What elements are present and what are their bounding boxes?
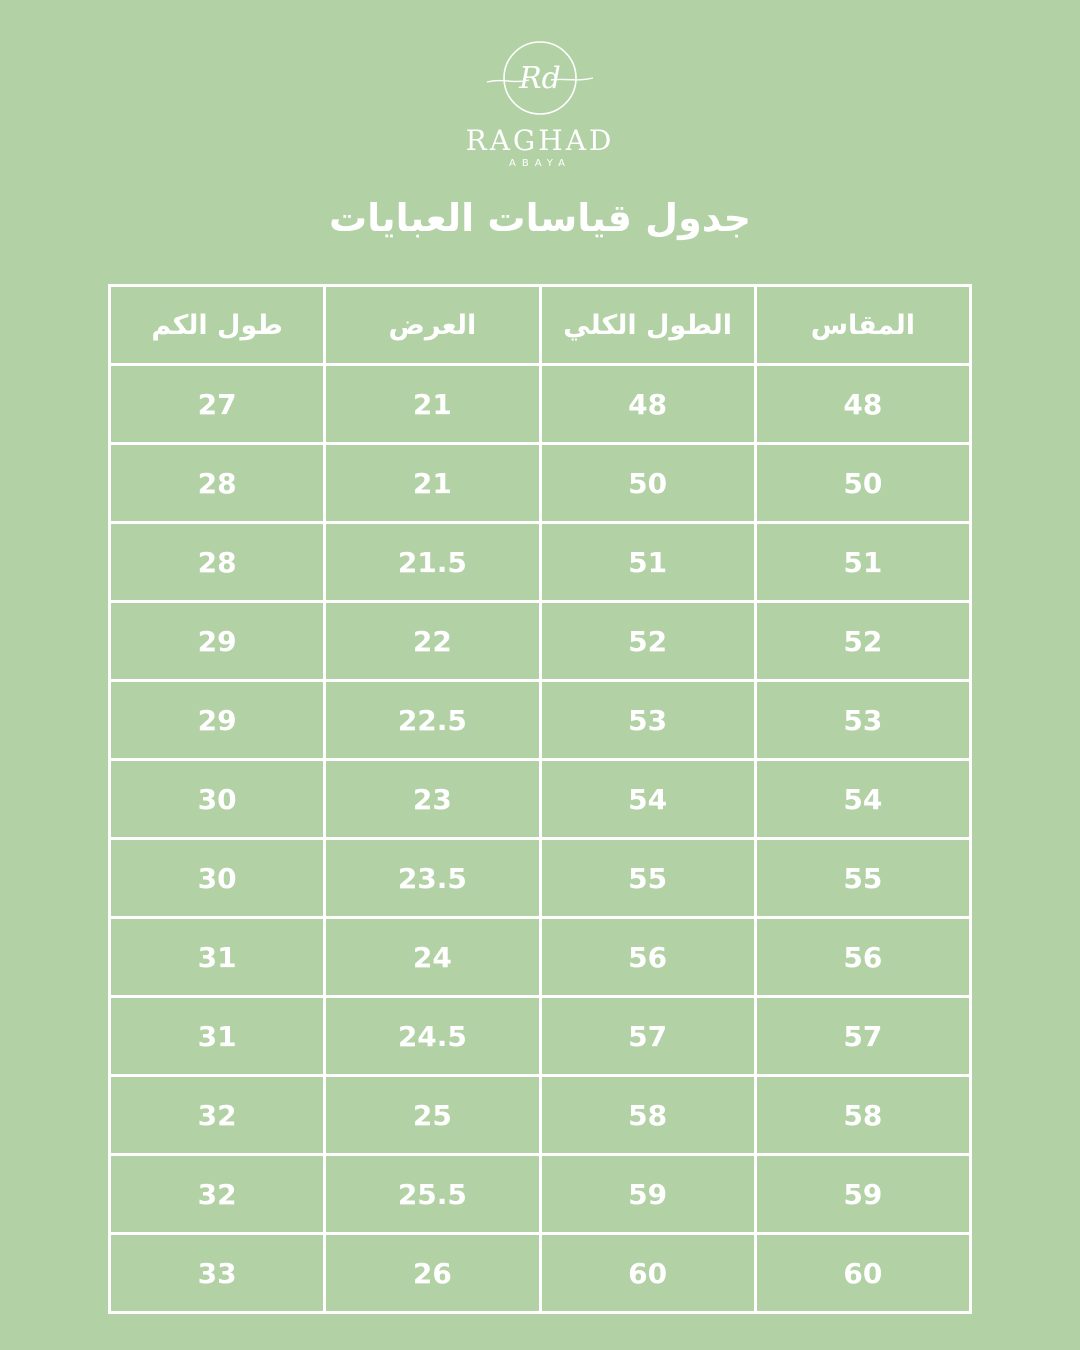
width-cell: 26 bbox=[325, 1234, 540, 1313]
total-length-cell: 57 bbox=[540, 997, 755, 1076]
width-cell: 25 bbox=[325, 1076, 540, 1155]
sleeve-length-cell: 28 bbox=[110, 444, 325, 523]
brand-logo bbox=[0, 38, 1080, 170]
size-cell: 51 bbox=[755, 523, 970, 602]
width-cell: 22.5 bbox=[325, 681, 540, 760]
size-chart-table bbox=[108, 284, 972, 1314]
table-row bbox=[110, 365, 971, 444]
width-cell: 21 bbox=[325, 365, 540, 444]
size-cell: 57 bbox=[755, 997, 970, 1076]
total-length-cell: 54 bbox=[540, 760, 755, 839]
header-width: العرض bbox=[325, 286, 540, 365]
header-total-length: الطول الكلي bbox=[540, 286, 755, 365]
header-size: المقاس bbox=[755, 286, 970, 365]
sleeve-length-cell: 28 bbox=[110, 523, 325, 602]
width-cell: 24.5 bbox=[325, 997, 540, 1076]
monogram-circle-logo bbox=[485, 38, 595, 120]
table-row bbox=[110, 1234, 971, 1313]
total-length-cell: 53 bbox=[540, 681, 755, 760]
total-length-cell: 51 bbox=[540, 523, 755, 602]
sleeve-length-cell: 32 bbox=[110, 1076, 325, 1155]
table-row bbox=[110, 602, 971, 681]
sleeve-length-cell: 29 bbox=[110, 602, 325, 681]
size-cell: 52 bbox=[755, 602, 970, 681]
table-header-row bbox=[110, 286, 971, 365]
size-cell: 55 bbox=[755, 839, 970, 918]
table-row bbox=[110, 1076, 971, 1155]
table-row bbox=[110, 918, 971, 997]
width-cell: 25.5 bbox=[325, 1155, 540, 1234]
total-length-cell: 50 bbox=[540, 444, 755, 523]
size-cell: 54 bbox=[755, 760, 970, 839]
width-cell: 22 bbox=[325, 602, 540, 681]
sleeve-length-cell: 32 bbox=[110, 1155, 325, 1234]
table-row bbox=[110, 1155, 971, 1234]
sleeve-length-cell: 31 bbox=[110, 918, 325, 997]
sleeve-length-cell: 30 bbox=[110, 839, 325, 918]
table-row bbox=[110, 839, 971, 918]
width-cell: 24 bbox=[325, 918, 540, 997]
header-sleeve-length: طول الكم bbox=[110, 286, 325, 365]
page-title: جدول قياسات العبايات bbox=[328, 196, 752, 240]
total-length-cell: 58 bbox=[540, 1076, 755, 1155]
table-row bbox=[110, 444, 971, 523]
sleeve-length-cell: 33 bbox=[110, 1234, 325, 1313]
table-row bbox=[110, 760, 971, 839]
width-cell: 21.5 bbox=[325, 523, 540, 602]
total-length-cell: 48 bbox=[540, 365, 755, 444]
size-cell: 53 bbox=[755, 681, 970, 760]
size-cell: 50 bbox=[755, 444, 970, 523]
total-length-cell: 56 bbox=[540, 918, 755, 997]
brand-name: RAGHAD bbox=[465, 124, 615, 157]
width-cell: 23 bbox=[325, 760, 540, 839]
size-cell: 59 bbox=[755, 1155, 970, 1234]
table-row bbox=[110, 681, 971, 760]
width-cell: 23.5 bbox=[325, 839, 540, 918]
width-cell: 21 bbox=[325, 444, 540, 523]
size-cell: 48 bbox=[755, 365, 970, 444]
sleeve-length-cell: 29 bbox=[110, 681, 325, 760]
brand-subtitle: ABAYA bbox=[509, 158, 571, 169]
total-length-cell: 52 bbox=[540, 602, 755, 681]
total-length-cell: 55 bbox=[540, 839, 755, 918]
table-body bbox=[110, 365, 971, 1313]
size-cell: 58 bbox=[755, 1076, 970, 1155]
total-length-cell: 59 bbox=[540, 1155, 755, 1234]
table-row bbox=[110, 523, 971, 602]
sleeve-length-cell: 30 bbox=[110, 760, 325, 839]
logo-monogram: Rd bbox=[519, 61, 561, 96]
size-cell: 56 bbox=[755, 918, 970, 997]
sleeve-length-cell: 31 bbox=[110, 997, 325, 1076]
total-length-cell: 60 bbox=[540, 1234, 755, 1313]
size-cell: 60 bbox=[755, 1234, 970, 1313]
table-row bbox=[110, 997, 971, 1076]
sleeve-length-cell: 27 bbox=[110, 365, 325, 444]
